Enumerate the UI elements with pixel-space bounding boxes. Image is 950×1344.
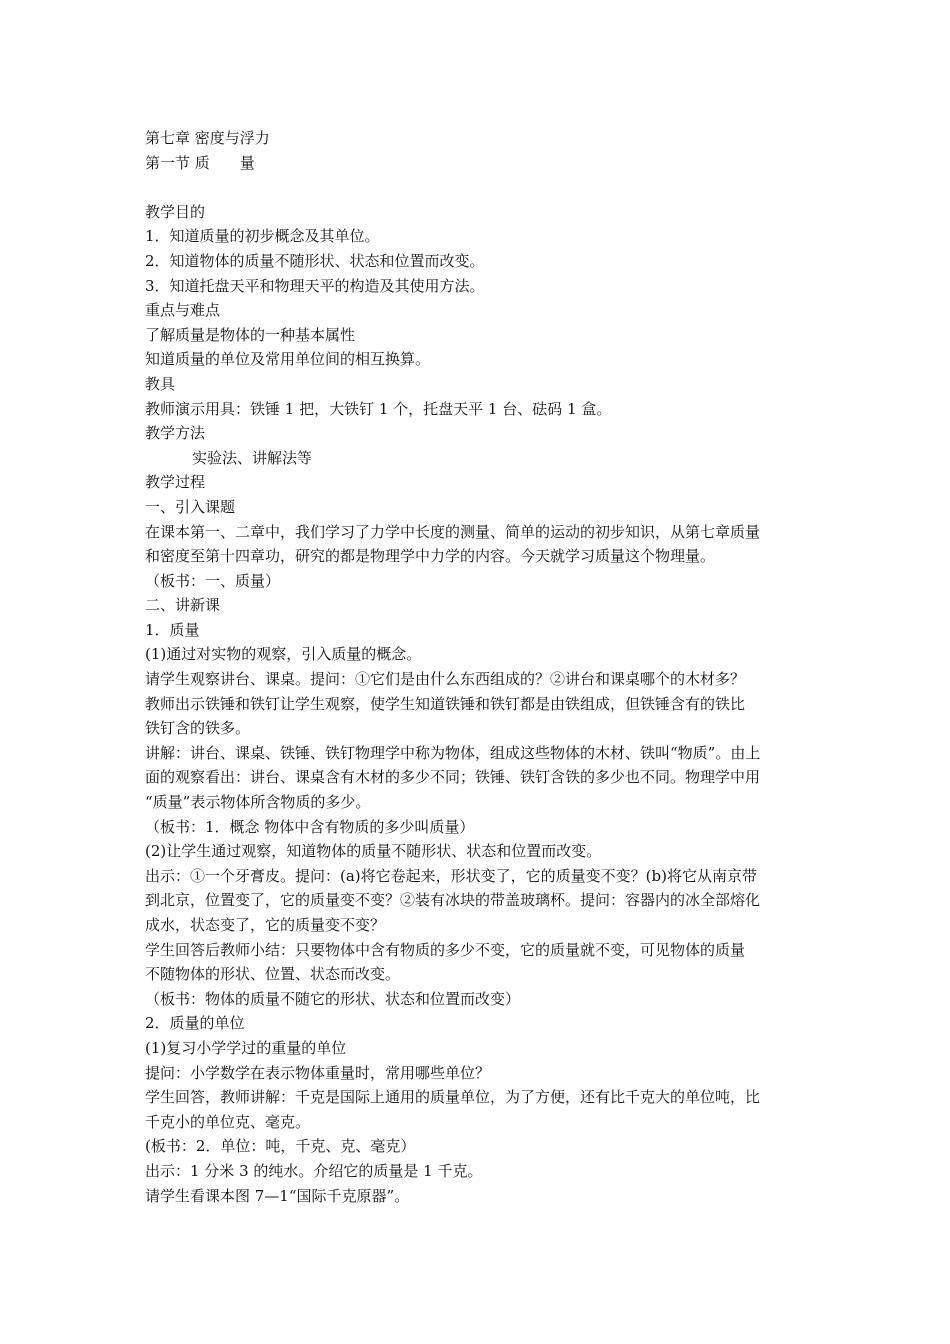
process-line: (1)通过对实物的观察，引入质量的概念。 xyxy=(145,645,422,664)
objective-item: 1．知道质量的初步概念及其单位。 xyxy=(145,227,380,246)
process-line: 1．质量 xyxy=(145,620,200,639)
process-line: 不随物体的形状、位置、状态而改变。 xyxy=(145,965,401,984)
heading-objectives: 教学目的 xyxy=(145,202,206,221)
heading-key-points: 重点与难点 xyxy=(145,301,221,320)
section-title xyxy=(145,151,810,176)
process-line: 铁钉含的铁多。 xyxy=(145,719,251,738)
process-line: 请学生观察讲台、课桌。提问：①它们是由什么东西组成的？②讲台和课桌哪个的木材多？ xyxy=(145,670,746,689)
heading-teaching-method: 教学方法 xyxy=(145,424,206,443)
process-line: 出示：1 分米 3 的纯水。介绍它的质量是 1 千克。 xyxy=(145,1161,483,1180)
process-line: 请学生看课本图 7—1“国际千克原器”。 xyxy=(145,1186,410,1205)
process-line: 到北京，位置变了，它的质量变不变？②装有冰块的带盖玻璃杯。提问：容器内的冰全部熔化 xyxy=(145,891,761,910)
objective-item: 3．知道托盘天平和物理天平的构造及其使用方法。 xyxy=(145,276,485,295)
key-point-item: 了解质量是物体的一种基本属性 xyxy=(145,325,356,344)
subheading-intro: 一、引入课题 xyxy=(145,497,236,516)
process-line: 二、讲新课 xyxy=(145,596,221,615)
process-line: (1)复习小学学过的重量的单位 xyxy=(145,1038,347,1057)
blank-line xyxy=(145,175,810,200)
process-line: 讲解：讲台、课桌、铁锤、铁钉物理学中称为物体，组成这些物体的木材、铁叫“物质”。由上 xyxy=(145,743,761,762)
process-line: 2．质量的单位 xyxy=(145,1014,245,1033)
heading-teaching-aids: 教具 xyxy=(145,374,176,393)
process-line: 成水，状态变了，它的质量变不变？ xyxy=(145,916,386,934)
process-line: （板书：1．概念 物体中含有物质的多少叫质量） xyxy=(145,817,475,836)
process-line: （板书：一、质量） xyxy=(145,571,281,590)
heading-teaching-process: 教学过程 xyxy=(145,473,206,492)
process-line: (2)让学生通过观察，知道物体的质量不随形状、状态和位置而改变。 xyxy=(145,842,602,861)
teaching-method-text: 实验法、讲解法等 xyxy=(192,448,313,467)
process-line: “质量”表示物体所含物质的多少。 xyxy=(145,793,371,812)
section-title-left: 第一节 质 xyxy=(145,153,210,172)
process-line: 学生回答后教师小结：只要物体中含有物质的多少不变，它的质量就不变，可见物体的质量 xyxy=(145,940,746,959)
intro-paragraph-line: 和密度至第十四章功，研究的都是物理学中力学的内容。今天就学习质量这个物理量。 xyxy=(145,547,716,566)
process-line: (板书：2．单位：吨，千克、克、毫克） xyxy=(145,1137,416,1156)
section-title-right: 量 xyxy=(239,153,255,172)
process-line: 提问：小学数学在表示物体重量时，常用哪些单位？ xyxy=(145,1063,491,1082)
intro-paragraph-line: 在课本第一、二章中，我们学习了力学中长度的测量、简单的运动的初步知识，从第七章质量 xyxy=(145,522,761,541)
key-point-item: 知道质量的单位及常用单位间的相互换算。 xyxy=(145,350,431,369)
process-line: 学生回答，教师讲解：千克是国际上通用的质量单位，为了方便，还有比千克大的单位吨，比 xyxy=(145,1088,761,1107)
process-line: 面的观察看出：讲台、课桌含有木材的多少不同；铁锤、铁钉含铁的多少也不同。物理学中用 xyxy=(145,768,761,787)
objective-item: 2．知道物体的质量不随形状、状态和位置而改变。 xyxy=(145,251,485,270)
process-line: 出示：①一个牙膏皮。提问：(a)将它卷起来，形状变了，它的质量变不变？(b)将它从南京带 xyxy=(145,866,757,885)
document-body xyxy=(145,126,810,1208)
chapter-title: 第七章 密度与浮力 xyxy=(145,129,270,147)
teaching-aids-text: 教师演示用具：铁锤 1 把，大铁钉 1 个，托盘天平 1 台、砝码 1 盒。 xyxy=(145,399,612,418)
process-line: （板书：物体的质量不随它的形状、状态和位置而改变） xyxy=(145,989,521,1008)
process-line: 教师出示铁锤和铁钉让学生观察，使学生知道铁锤和铁钉都是由铁组成，但铁锤含有的铁比 xyxy=(145,694,746,713)
process-line: 千克小的单位克、毫克。 xyxy=(145,1112,311,1131)
